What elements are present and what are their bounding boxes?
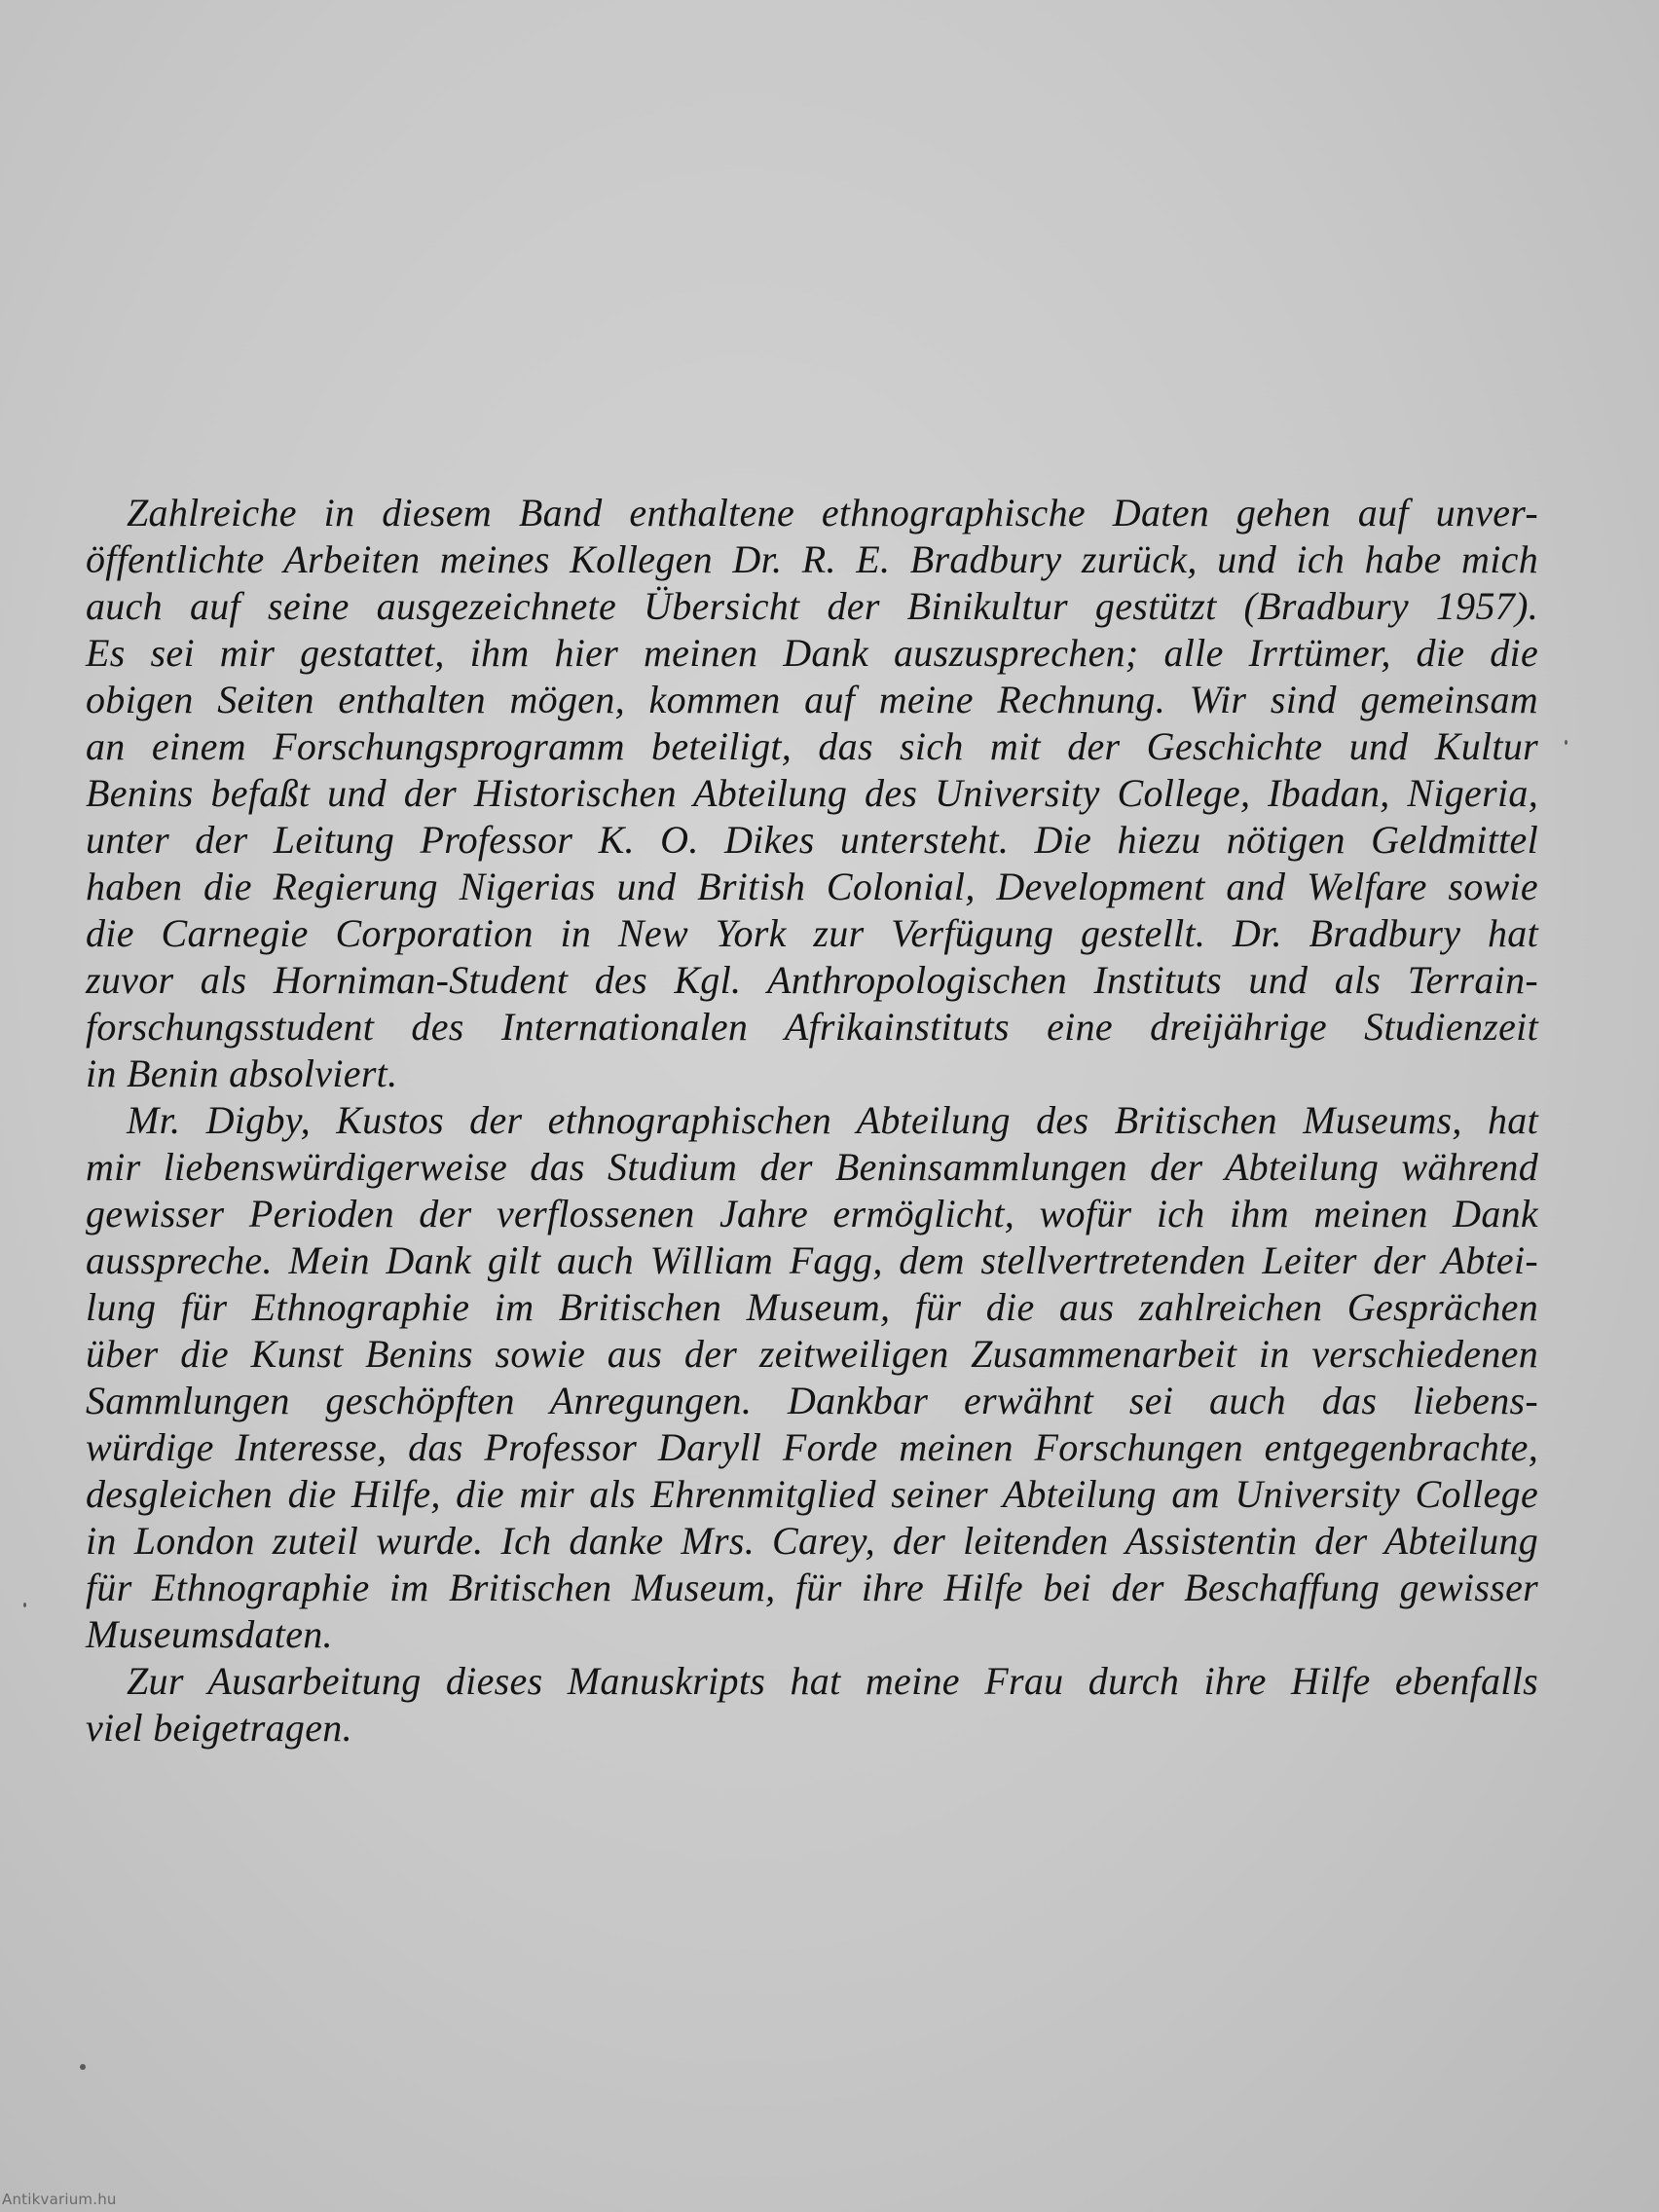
dust-speck [80,2064,86,2070]
text-line: an einem Forschungsprogramm beteiligt, das sich mit der Geschichte und Kultur [86,724,1538,768]
text-line: mir liebenswürdigerweise das Studium der Beninsammlungen der Abteilung während [86,1145,1538,1189]
text-line: desgleichen die Hilfe, die mir als Ehrenmitglied seiner Abteilung am University College [86,1472,1538,1516]
text-line: Zur Ausarbeitung dieses Manuskripts hat meine Frau durch ihre Hilfe ebenfalls [127,1659,1538,1703]
text-line: unter der Leitung Professor K. O. Dikes untersteht. Die hiezu nötigen Geldmittel [86,818,1538,862]
text-line: zuvor als Horniman-Student des Kgl. Anthropologischen Instituts und als Terrain- [86,958,1538,1002]
text-line: obigen Seiten enthalten mögen, kommen auf meine Rechnung. Wir sind gemeinsam [86,678,1538,721]
text-line: in London zuteil wurde. Ich danke Mrs. Carey, der leitenden Assistentin der Abteilung [86,1519,1538,1563]
text-line: öffentlichte Arbeiten meines Kollegen Dr. R. E. Bradbury zurück, und ich habe mich [86,537,1538,581]
text-line: haben die Regierung Nigerias und British Colonial, Development and Welfare sowie [86,865,1538,908]
watermark-text: Antikvarium.hu [2,2191,117,2208]
text-line: Zahlreiche in diesem Band enthaltene ethnographische Daten gehen auf unver- [127,491,1538,535]
text-line: über die Kunst Benins sowie aus der zeitweiligen Zusammenarbeit in verschiedenen [86,1332,1538,1376]
text-line: in Benin absolviert. [86,1051,398,1095]
text-line: Mr. Digby, Kustos der ethnographischen Abteilung des Britischen Museums, hat [127,1098,1538,1142]
text-line: ausspreche. Mein Dank gilt auch William Fagg, dem stellvertretenden Leiter der Abtei- [86,1238,1538,1282]
text-line: Es sei mir gestattet, ihm hier meinen Dank auszusprechen; alle Irrtümer, die die [86,631,1538,675]
text-line: Benins befaßt und der Historischen Abteilung des University College, Ibadan, Nigeria, [86,771,1538,815]
text-line: Sammlungen geschöpften Anregungen. Dankbar erwähnt sei auch das liebens- [86,1379,1538,1422]
text-line: die Carnegie Corporation in New York zur Verfügung gestellt. Dr. Bradbury hat [86,911,1538,955]
text-line: forschungsstudent des Internationalen Afrikainstituts eine dreijährige Studienzeit [86,1005,1538,1049]
text-line: viel beigetragen. [86,1706,352,1750]
text-line: lung für Ethnographie im Britischen Museum, für die aus zahlreichen Gesprächen [86,1285,1538,1329]
text-line: Museumsdaten. [86,1612,333,1656]
acknowledgements-text [86,490,1538,1751]
text-line: für Ethnographie im Britischen Museum, für ihre Hilfe bei der Beschaffung gewisser [86,1566,1538,1609]
text-line: gewisser Perioden der verflossenen Jahre ermöglicht, wofür ich ihm meinen Dank [86,1192,1538,1235]
dust-speck [23,1603,26,1607]
text-line: auch auf seine ausgezeichnete Übersicht der Binikultur gestützt (Bradbury 1957). [86,584,1538,628]
text-line: würdige Interesse, das Professor Daryll Forde meinen Forschungen entgegenbrachte, [86,1425,1538,1469]
dust-speck [1565,740,1567,745]
